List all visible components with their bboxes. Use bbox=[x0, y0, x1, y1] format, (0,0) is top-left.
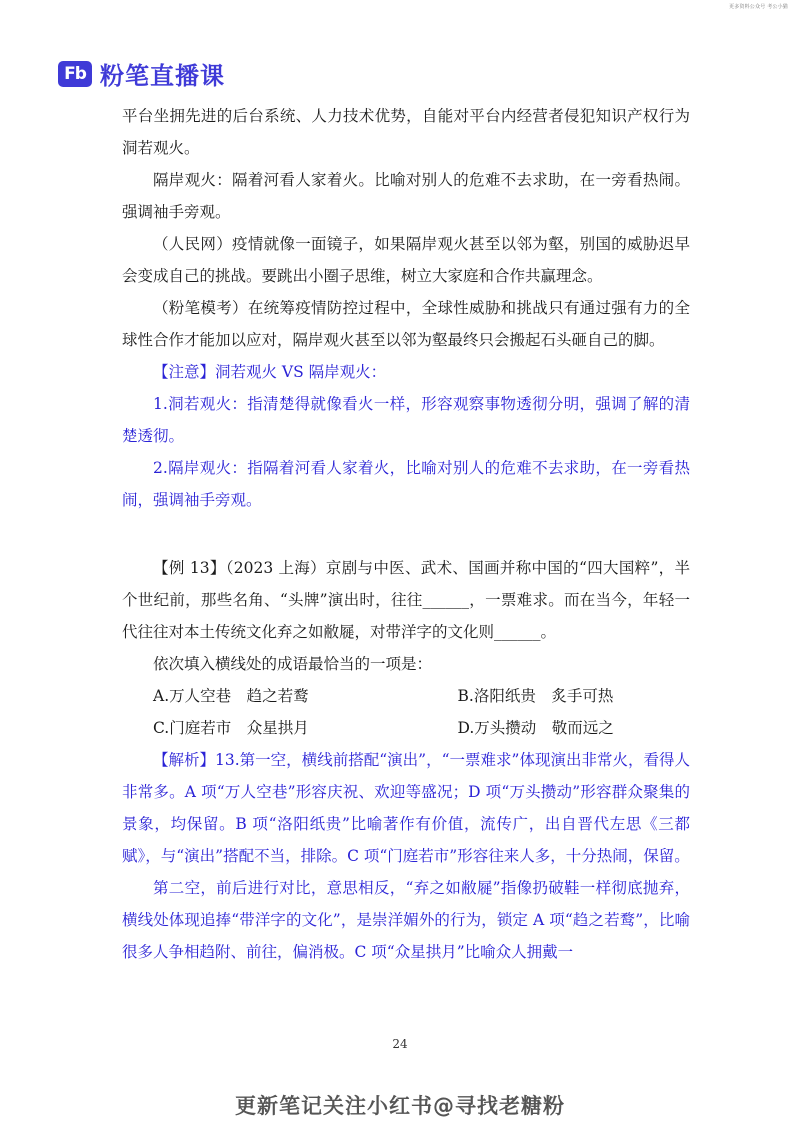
logo-text: 粉笔直播课 bbox=[100, 62, 225, 90]
footer-banner: 更新笔记关注小红书@寻找老糖粉 bbox=[235, 1094, 565, 1118]
note-item-1: 1.洞若观火：指清楚得就像看火一样，形容观察事物透彻分明，强调了解的清楚透彻。 bbox=[122, 395, 690, 445]
analysis-paragraph-2: 第二空，前后进行对比，意思相反，“弃之如敝屣”指像扔破鞋一样彻底抛弃，横线处体现追捧“带洋字的文化”，是崇洋媚外的行为，锁定 A 项“趋之若鹜”，比喻很多人争相趋附、前往，偏消极。C 项“众星拱月”比喻众人拥戴一 bbox=[122, 879, 690, 961]
option-c: C.门庭若市 众星拱月 bbox=[153, 719, 309, 737]
note-item-2: 2.隔岸观火：指隔着河看人家着火，比喻对别人的危难不去求助，在一旁看热闹，强调袖手旁观。 bbox=[122, 459, 690, 509]
corner-note: 更多资料公众号 考公小猫 bbox=[729, 4, 788, 10]
logo-mark-icon: Fb bbox=[58, 61, 92, 87]
paragraph-continued: 平台坐拥先进的后台系统、人力技术优势，自能对平台内经营者侵犯知识产权行为洞若观火。 bbox=[122, 107, 690, 157]
paragraph-example-fenbi: （粉笔模考）在统筹疫情防控过程中，全球性威胁和挑战只有通过强有力的全球性合作才能加以应对，隔岸观火甚至以邻为壑最终只会搬起石头砸自己的脚。 bbox=[122, 299, 690, 349]
note-title: 【注意】洞若观火 VS 隔岸观火： bbox=[153, 363, 387, 381]
option-d: D.万头攒动 敬而远之 bbox=[457, 719, 614, 737]
document-body bbox=[122, 100, 690, 968]
page-number: 24 bbox=[392, 1037, 408, 1051]
option-b: B.洛阳纸贵 炙手可热 bbox=[457, 687, 614, 705]
analysis-paragraph-1: 【解析】13.第一空，横线前搭配“演出”，“一票难求”体现演出非常火，看得人非常多。A 项“万人空巷”形容庆祝、欢迎等盛况；D 项“万头攒动”形容群众聚集的景象，均保留。B 项“洛阳纸贵”比喻著作有价值，流传广，出自晋代左思《三都赋》，与“演出”搭配不当，排除。C 项“门庭若市”形容往来人多，十分热闹，保留。 bbox=[122, 751, 690, 865]
section-gap bbox=[122, 516, 690, 552]
paragraph-example-renminwang: （人民网）疫情就像一面镜子，如果隔岸观火甚至以邻为壑，别国的威胁迟早会变成自己的挑战。要跳出小圈子思维，树立大家庭和合作共赢理念。 bbox=[122, 235, 690, 285]
brand-logo bbox=[58, 56, 225, 91]
example-question: 【例 13】（2023 上海）京剧与中医、武术、国画并称中国的“四大国粹”，半个世纪前，那些名角、“头牌”演出时，往往______，一票难求。而在当今，年轻一代往往对本土传统文化弃之如敝屣，对带洋字的文化则______。 bbox=[122, 559, 690, 641]
question-prompt: 依次填入横线处的成语最恰当的一项是： bbox=[153, 655, 433, 673]
option-a: A.万人空巷 趋之若鹜 bbox=[153, 687, 309, 705]
paragraph-definition: 隔岸观火：隔着河看人家着火。比喻对别人的危难不去求助，在一旁看热闹。强调袖手旁观。 bbox=[122, 171, 690, 221]
answer-options bbox=[122, 680, 690, 744]
